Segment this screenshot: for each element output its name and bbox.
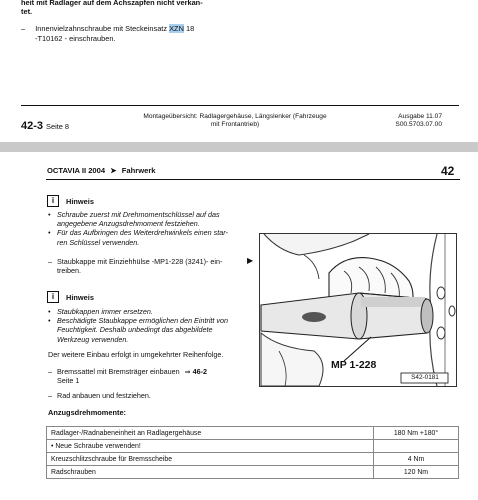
page-label: Seite 8 [46,122,70,131]
torque-item: Radlager-/Radnabeneinheit an Radlagergehäuse [47,427,374,440]
tool-label: MP 1-228 [331,359,377,371]
torque-value: 120 Nm [374,466,459,479]
torque-heading: Anzugsdrehmomente: [48,408,127,417]
step-line: treiben. [57,266,81,276]
step-dash: – [21,24,26,33]
step-line: Staubkappe mit Einziehhülse -MP1-228 (3241)- ein- [57,257,223,266]
info-icon: i [47,291,59,303]
figure-pointer-icon: ▶ [247,256,254,265]
bullet-item [48,316,263,344]
highlighted-text: XZN [169,24,184,33]
footer-page-number [21,116,69,134]
reference-arrow-icon: ⇒ [184,367,191,376]
heading-line: tet. [21,7,33,16]
torque-value: 4 Nm [374,453,459,466]
table-row [47,466,459,479]
breadcrumb-arrow-icon: ➤ [110,166,117,175]
chapter-number: 42 [441,164,455,178]
step-row [48,367,258,386]
bullet-item [48,228,263,246]
step-dash: – [48,367,52,376]
page-reference-link[interactable]: 46-2 [192,367,208,376]
torque-value [374,440,459,453]
note1-bullets [48,210,263,247]
figure-id: S42-0181 [411,374,439,381]
step-wheel [48,391,151,400]
torque-item: • Neue Schraube verwenden! [47,440,374,453]
bullet-dot: • [48,210,51,219]
page-separator [0,142,478,152]
header-rule [46,179,460,180]
reassembly-text: Der weitere Einbau erfolgt in umgekehrter Reihenfolge. [48,350,224,359]
note-hinweis-1 [47,195,94,207]
section-name: Fahrwerk [121,166,156,175]
note2-bullets [48,307,263,344]
note-hinweis-2 [47,291,94,303]
step-row [48,257,253,276]
page-number: 42-3 [21,120,44,132]
bullet-line: Schraube zuerst mit Drehmomentschlüssel auf das [57,210,220,219]
bullet-line: Werkzeug verwenden. [57,334,129,344]
footer-rule [21,105,459,106]
bullet-line: Beschädigte Staubkappe ermöglichen den Eintritt von [57,316,229,326]
footer-title-line: mit Frontantrieb) [210,121,260,129]
bullet-line: Für das Aufbringen des Weiterdrehwinkels einen star- [57,228,228,238]
note-title: Hinweis [66,196,94,206]
page-heading-continuation [21,0,203,16]
step-dash: – [48,257,52,266]
step-line: Seite 1 [57,376,80,386]
note-title: Hinweis [66,292,94,302]
step-install-screw [21,24,194,43]
doc-number: S00.5703.07.00 [395,121,442,129]
model-name: OCTAVIA II 2004 [47,166,106,175]
bullet-item [48,210,263,228]
bullet-item [48,307,263,316]
bullet-dot: • [48,316,51,326]
step-text-line2: -T10162 - einschrauben. [35,33,116,43]
bullet-line: ren Schlüssel verwenden. [57,237,140,247]
heading-line: heit mit Radlager auf dem Achszapfen nicht verkan- [21,0,203,7]
footer-title [120,113,350,130]
bullet-dot: • [48,228,51,238]
running-header [47,166,156,175]
torque-item: Radschrauben [47,466,374,479]
step-text-part: Innenvielzahnschraube mit Steckeinsatz [35,24,170,33]
footer-edition [358,113,442,130]
bullet-line: angegebene Anzugsdrehmoment festziehen. [57,219,200,229]
step-text-part: 18 [183,24,195,33]
table-row [47,427,459,440]
info-icon: i [47,195,59,207]
footer-title-line: Montageübersicht: Radlagergehäuse, Längslenker (Fahrzeuge [143,113,327,120]
step-dash: – [48,391,52,400]
torque-item: Kreuzschlitzschraube für Bremsscheibe [47,453,374,466]
figure-dust-cap-tool [259,233,457,387]
torque-value: 180 Nm +180° [374,427,459,440]
step-dust-cap [48,257,253,276]
table-row [47,440,459,453]
bullet-line: Feuchtigkeit. Deshalb unbedingt das abgebildete [57,325,213,335]
bullet-line: Staubkappen immer ersetzen. [57,307,153,316]
table-row [47,453,459,466]
edition-label: Ausgabe 11.07 [398,113,442,120]
step-text: Rad anbauen und festziehen. [57,391,151,400]
bullet-dot: • [48,307,51,316]
step-text: Bremssattel mit Bremsträger einbauen [57,367,180,376]
torque-table [46,426,459,479]
step-brake-caliper [48,367,258,386]
step-text [35,24,194,33]
